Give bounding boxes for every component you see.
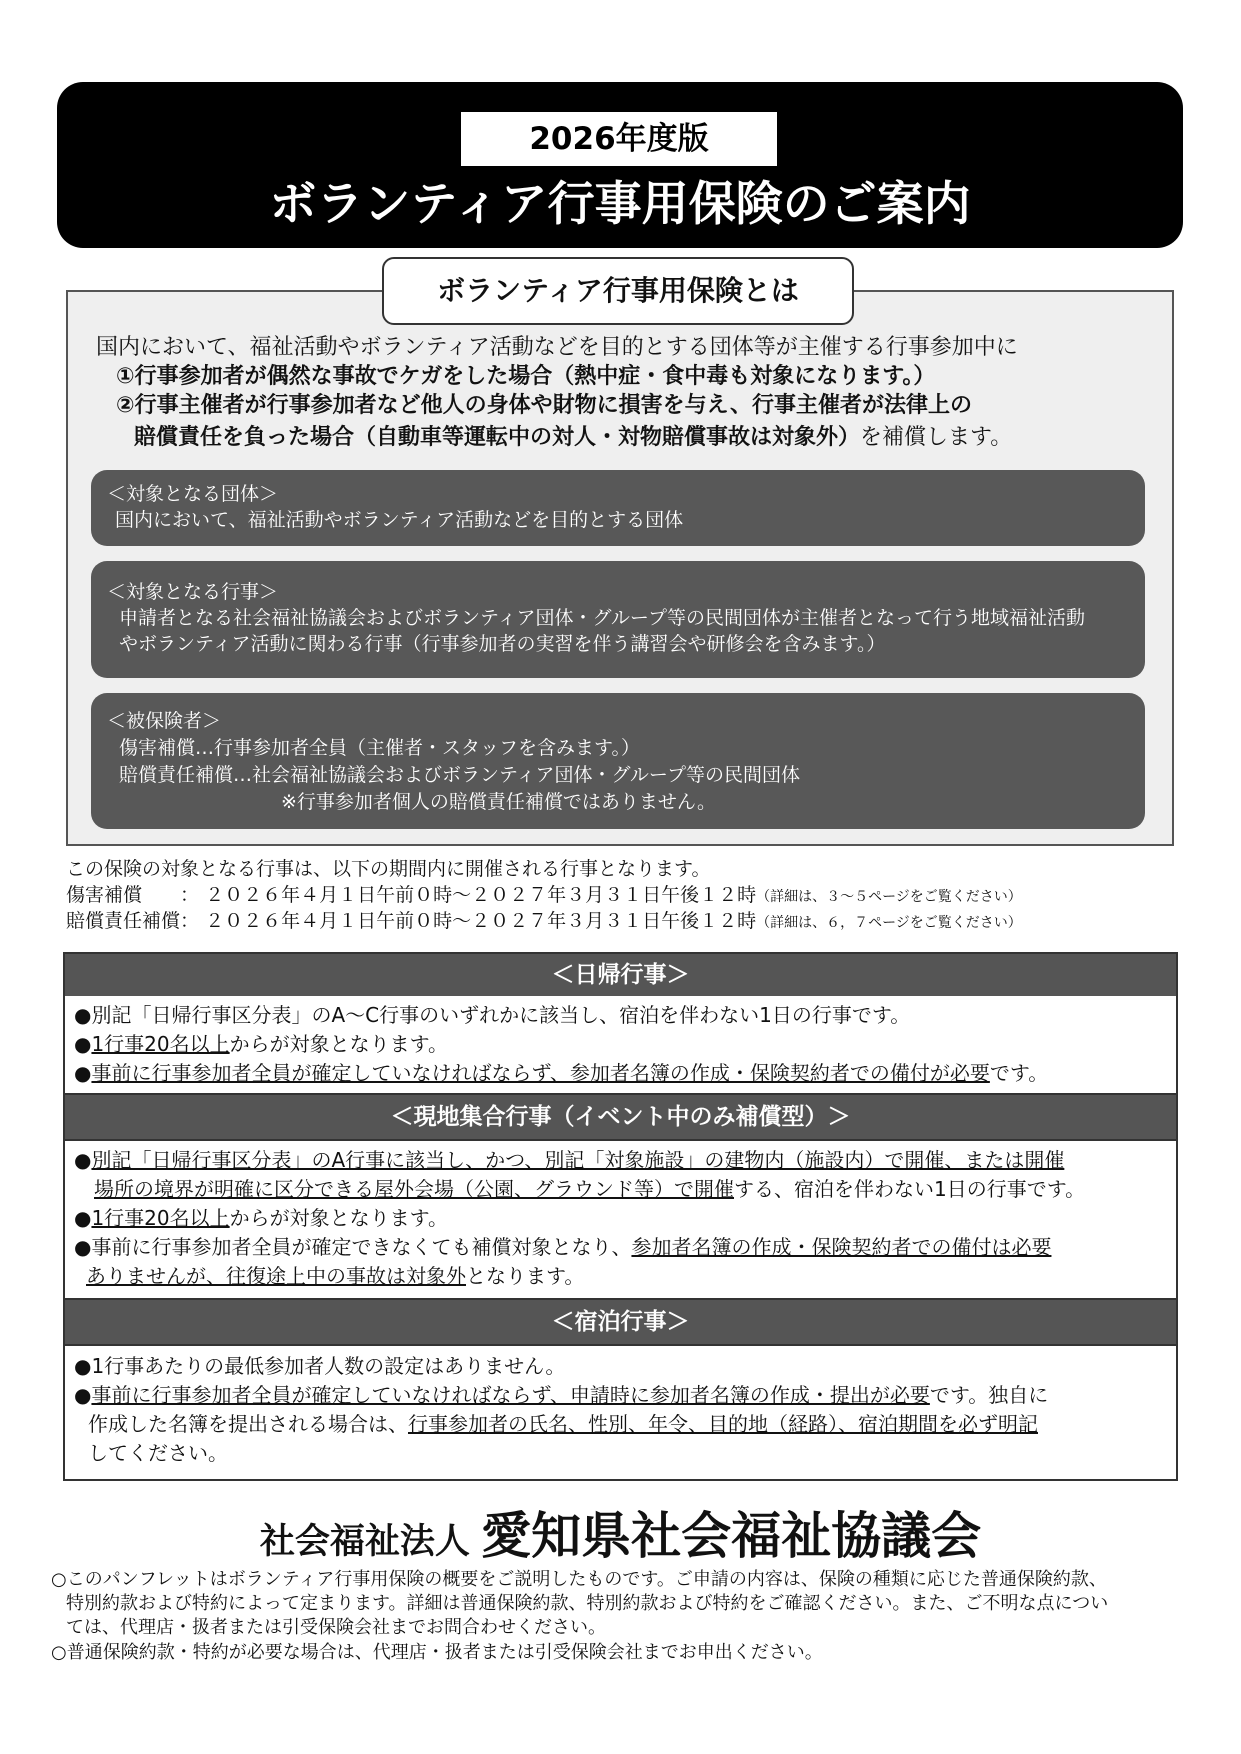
on-site-bullet-1-line2-u: 場所の境界が明確に区分できる屋外会場（公園、グラウンド等）で開催 xyxy=(94,1177,734,1201)
target-org-text: 国内において、福祉活動やボランティア活動などを目的とする団体 xyxy=(115,509,684,531)
target-event-line2: やボランティア活動に関わる行事（行事参加者の実習を伴う講習会や研修会を含みます。） xyxy=(119,633,886,655)
overnight-bullet-1: ●1行事あたりの最低参加者人数の設定はありません。 xyxy=(74,1354,566,1378)
insured-title: ＜被保険者＞ xyxy=(107,710,222,732)
day-trip-bullet-3-tail: です。 xyxy=(989,1061,1049,1085)
insured-box xyxy=(91,693,1145,829)
period-injury xyxy=(66,882,1022,910)
on-site-bullet-1 xyxy=(74,1146,1064,1174)
on-site-bullet-3-line2 xyxy=(86,1262,584,1290)
on-site-bullet-3 xyxy=(74,1233,1051,1261)
on-site-bullet-3-head: ●事前に行事参加者全員が確定できなくても補償対象となり、 xyxy=(74,1235,632,1259)
intro-item-2-tail: を補償します。 xyxy=(860,425,1013,450)
overnight-bullet-2 xyxy=(74,1381,1048,1409)
intro-text: 国内において、福祉活動やボランティア活動などを目的とする団体等が主催する行事参加中に xyxy=(96,335,1018,360)
on-site-bullet-2-tail: からが対象となります。 xyxy=(229,1206,449,1230)
target-event-title: ＜対象となる行事＞ xyxy=(107,581,279,603)
period-injury-label: 傷害補償 ： xyxy=(66,884,200,906)
period-liability-note: （詳細は、６，７ページをご覧ください） xyxy=(756,915,1022,931)
day-trip-bullet-3 xyxy=(74,1059,1048,1087)
insured-line2: 賠償責任補償…社会福祉協議会およびボランティア団体・グループ等の民間団体 xyxy=(119,764,800,786)
day-trip-bullet-2 xyxy=(74,1030,448,1058)
day-trip-bullet-2-tail: からが対象となります。 xyxy=(229,1032,449,1056)
note-1-line1: ○このパンフレットはボランティア行事用保険の概要をご説明したものです。ご申請の内容は、保険の種類に応じた普通保険約款、 xyxy=(51,1569,1107,1590)
bullet: ● xyxy=(74,1383,92,1407)
on-site-bullet-2 xyxy=(74,1204,448,1232)
on-site-min-participants: 1行事20名以上 xyxy=(91,1206,230,1230)
note-2: ○普通保険約款・特約が必要な場合は、代理店・扱者または引受保険会社までお申出ください。 xyxy=(51,1642,823,1663)
bullet: ● xyxy=(74,1032,92,1056)
period-liability-label: 賠償責任補償： xyxy=(66,910,200,932)
on-site-bullet-3-line2-u: ありませんが、往復途上中の事故は対象外 xyxy=(86,1264,466,1288)
overnight-header: ＜宿泊行事＞ xyxy=(65,1300,1176,1344)
bullet: ● xyxy=(74,1061,92,1085)
intro-item-1: ①行事参加者が偶然な事故でケガをした場合（熱中症・食中毒も対象になります。） xyxy=(116,364,936,389)
on-site-bullet-3-line2-tail: となります。 xyxy=(466,1264,585,1288)
on-site-header: ＜現地集合行事（イベント中のみ補償型）＞ xyxy=(65,1095,1176,1139)
period-intro: この保険の対象となる行事は、以下の期間内に開催される行事となります。 xyxy=(66,858,711,880)
note-1-line3: ては、代理店・扱者または引受保険会社までお問合わせください。 xyxy=(66,1617,606,1638)
day-trip-bullet-1: ●別記「日帰行事区分表」のA～C行事のいずれかに該当し、宿泊を伴わない1日の行事です。 xyxy=(74,1003,911,1027)
day-trip-roster-required: 事前に行事参加者全員が確定していなければならず、参加者名簿の作成・保険契約者での備付が必要 xyxy=(91,1061,990,1085)
overnight-bullet-2-line3: してください。 xyxy=(88,1441,228,1465)
target-event-line1: 申請者となる社会福祉協議会およびボランティア団体・グループ等の民間団体が主催者となって行う地域福祉活動 xyxy=(119,607,1085,629)
organization-title: 愛知県社会福祉協議会 xyxy=(481,1507,982,1565)
overnight-required-fields: 行事参加者の氏名、性別、年令、目的地（経路）、宿泊期間を必ず明記 xyxy=(408,1412,1038,1436)
insured-line1: 傷害補償…行事参加者全員（主催者・スタッフを含みます。） xyxy=(119,737,640,759)
divider xyxy=(65,1139,1176,1141)
on-site-bullet-3-u: 参加者名簿の作成・保険契約者での備付は必要 xyxy=(631,1235,1052,1259)
on-site-bullet-1-line2-tail: する、宿泊を伴わない1日の行事です。 xyxy=(734,1177,1086,1201)
target-org-box xyxy=(91,470,1145,546)
intro-item-2-line2 xyxy=(134,423,1012,453)
day-trip-header: ＜日帰行事＞ xyxy=(65,954,1176,996)
target-event-box xyxy=(91,561,1145,678)
overnight-roster-required: 事前に行事参加者全員が確定していなければならず、申請時に参加者名簿の作成・提出が必要 xyxy=(91,1383,930,1407)
insured-line3: ※行事参加者個人の賠償責任補償ではありません。 xyxy=(281,791,717,813)
note-1-line2: 特別約款および特約によって定まります。詳細は普通保険約款、特別約款および特約をご確認ください。また、ご不明な点につい xyxy=(66,1593,1109,1614)
organization-kind: 社会福祉法人 xyxy=(259,1522,470,1562)
overnight-bullet-2-tail: です。独自に xyxy=(929,1383,1049,1407)
overnight-bullet-2-line2-head: 作成した名簿を提出される場合は、 xyxy=(88,1412,408,1436)
organization-name xyxy=(0,1496,1241,1568)
period-injury-note: （詳細は、３～５ページをご覧ください） xyxy=(756,889,1022,905)
intro-item-2-line1: ②行事主催者が行事参加者など他人の身体や財物に損害を与え、行事主催者が法律上の xyxy=(116,393,972,418)
intro-heading: ボランティア行事用保険とは xyxy=(382,257,854,325)
bullet: ● xyxy=(74,1148,92,1172)
period-injury-value: ２０２６年４月１日午前０時～２０２７年３月３１日午後１２時 xyxy=(205,884,757,906)
on-site-bullet-1-line2 xyxy=(94,1175,1085,1203)
on-site-bullet-1-u: 別記「日帰行事区分表」のA行事に該当し、かつ、別記「対象施設」の建物内（施設内）で開催、または開催 xyxy=(91,1148,1065,1172)
page-title: ボランティア行事用保険のご案内 xyxy=(269,177,971,232)
period-liability-value: ２０２６年４月１日午前０時～２０２７年３月３１日午後１２時 xyxy=(205,910,757,932)
intro-item-2-bold: 賠償責任を負った場合（自動車等運転中の対人・対物賠償事故は対象外） xyxy=(134,425,861,450)
target-org-title: ＜対象となる団体＞ xyxy=(107,483,279,505)
bullet: ● xyxy=(74,1206,92,1230)
period-liability xyxy=(66,908,1022,936)
divider xyxy=(65,1344,1176,1346)
edition-label: 2026年度版 xyxy=(461,112,777,166)
day-trip-min-participants: 1行事20名以上 xyxy=(91,1032,230,1056)
overnight-bullet-2-line2 xyxy=(88,1410,1038,1438)
